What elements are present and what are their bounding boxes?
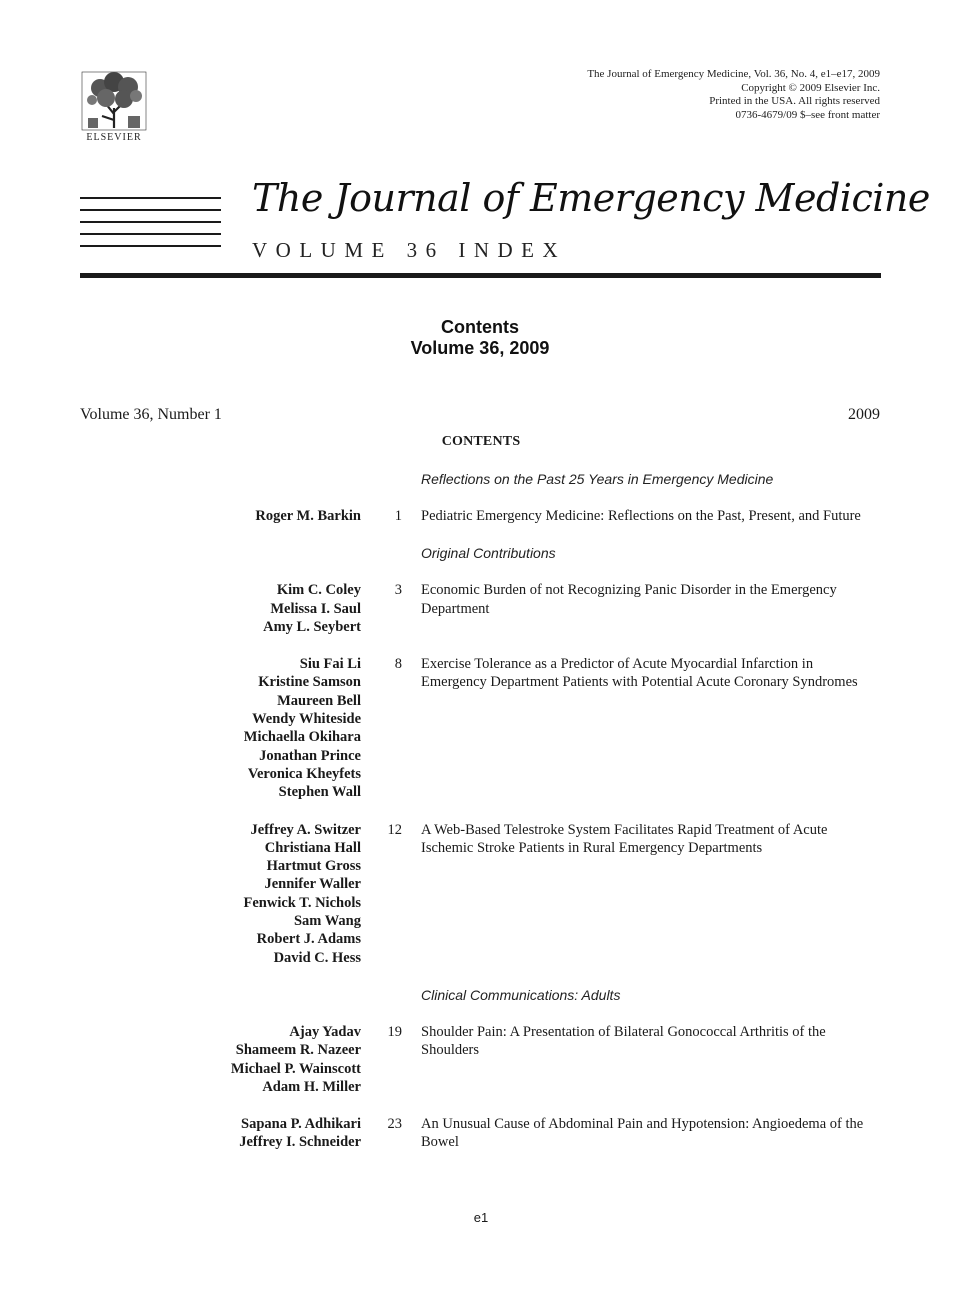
issue-year: 2009 [848, 406, 880, 423]
author-name: Shameem R. Nazeer [235, 1042, 361, 1059]
contents-label: CONTENTS [441, 434, 521, 449]
author-name: Michaella Okihara [243, 729, 361, 746]
publisher-logo [80, 70, 152, 146]
header-divider [80, 273, 881, 278]
table-of-contents [0, 470, 960, 1171]
entry-authors [0, 655, 361, 801]
author-name: Jeffrey I. Schneider [239, 1134, 361, 1151]
entry-page-number: 19 [387, 1023, 402, 1040]
section-heading: Reflections on the Past 25 Years in Emergency Medicine [421, 471, 774, 487]
author-name: Wendy Whiteside [252, 711, 361, 728]
citation-line: The Journal of Emergency Medicine, Vol. 36, No. 4, e1–e17, 2009 [587, 68, 880, 80]
toc-entry [0, 821, 960, 967]
entry-title: Economic Burden of not Recognizing Panic Disorder in the Emergency Department [421, 582, 837, 617]
author-name: Jonathan Prince [259, 747, 361, 764]
author-name: Maureen Bell [277, 692, 361, 709]
decorative-rules [80, 197, 221, 257]
section-heading: Clinical Communications: Adults [421, 986, 621, 1003]
section-heading: Original Contributions [421, 545, 556, 562]
entry-page-number: 8 [394, 656, 402, 673]
entry-authors [0, 507, 361, 525]
author-name: Ajay Yadav [289, 1023, 361, 1040]
toc-entry [0, 1115, 960, 1152]
publisher-logo-text: ELSEVIER [86, 132, 142, 143]
toc-entry [0, 507, 960, 525]
author-name: Roger M. Barkin [255, 508, 361, 524]
author-name: Siu Fai Li [299, 656, 361, 673]
author-name: Jeffrey A. Switzer [250, 821, 361, 838]
author-name: Veronica Kheyfets [247, 765, 361, 782]
contents-heading-line2: Volume 36, 2009 [410, 338, 550, 358]
author-name: Melissa I. Saul [270, 600, 361, 617]
journal-title: The Journal of Emergency Medicine [252, 176, 930, 220]
toc-entry [0, 1023, 960, 1096]
author-name: Stephen Wall [278, 784, 361, 801]
author-name: Sam Wang [293, 913, 361, 930]
page-number: e1 [473, 1210, 489, 1225]
issn-line: 0736-4679/09 $–see front matter [735, 108, 880, 121]
author-name: David C. Hess [273, 949, 361, 966]
entry-authors [0, 581, 361, 636]
author-name: Fenwick T. Nichols [243, 894, 361, 911]
entry-page-number: 12 [387, 821, 402, 838]
entry-title: Shoulder Pain: A Presentation of Bilateral Gonococcal Arthritis of the Shoulders [421, 1023, 826, 1059]
contents-heading [0, 317, 960, 359]
author-name: Sapana P. Adhikari [241, 1116, 361, 1133]
author-name: Hartmut Gross [266, 858, 361, 875]
entry-title: Pediatric Emergency Medicine: Reflections on the Past, Present, and Future [421, 508, 861, 524]
toc-entry [0, 655, 960, 801]
author-name: Michael P. Wainscott [230, 1060, 361, 1077]
volume-index-heading: VOLUME 36 INDEX [252, 238, 567, 262]
entry-page-number: 1 [394, 508, 402, 524]
contents-heading-line1: Contents [441, 317, 519, 337]
entry-title: Exercise Tolerance as a Predictor of Acute Myocardial Infarction in Emergency Department Patients with Potential Acute Coronary Syndromes [421, 656, 858, 691]
entry-authors [0, 1115, 361, 1152]
author-name: Robert J. Adams [256, 931, 361, 948]
entry-title: An Unusual Cause of Abdominal Pain and Hypotension: Angioedema of the Bowel [421, 1116, 864, 1151]
author-name: Kristine Samson [258, 674, 361, 691]
copyright-line: Copyright © 2009 Elsevier Inc. [741, 81, 880, 94]
entry-authors [0, 821, 361, 967]
toc-entry [0, 581, 960, 636]
issue-label: Volume 36, Number 1 [80, 406, 222, 423]
author-name: Christiana Hall [264, 839, 361, 856]
entry-title: A Web-Based Telestroke System Facilitates Rapid Treatment of Acute Ischemic Stroke Patients in Rural Emergency Departments [421, 821, 828, 856]
author-name: Adam H. Miller [262, 1078, 361, 1095]
entry-authors [0, 1023, 361, 1096]
entry-page-number: 23 [387, 1116, 402, 1133]
author-name: Jennifer Waller [264, 876, 361, 893]
publication-info [587, 68, 880, 122]
author-name: Kim C. Coley [276, 582, 361, 599]
printed-line: Printed in the USA. All rights reserved [709, 95, 880, 107]
author-name: Amy L. Seybert [263, 618, 361, 635]
entry-page-number: 3 [394, 582, 402, 599]
